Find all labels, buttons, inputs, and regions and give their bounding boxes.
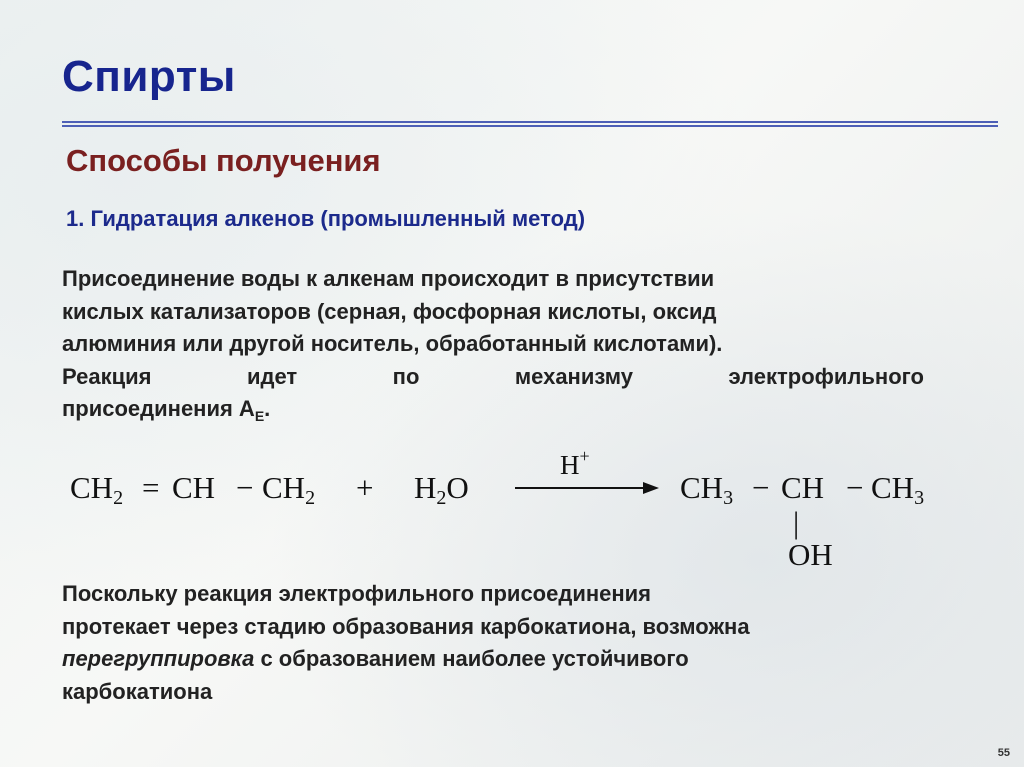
hydroxyl-group: OH [788, 537, 833, 572]
reactant-water: $H_2O$ [414, 470, 469, 509]
paragraph-word: Реакция [62, 363, 152, 389]
paragraph-line: кислых катализаторов (серная, фосфорная кислоты, оксид [62, 298, 717, 324]
method-heading: 1. Гидратация алкенов (промышленный метод) [66, 206, 586, 231]
rearrangement-paragraph [62, 578, 962, 708]
product-bond-right: − [846, 470, 864, 505]
reactant-ch: CH [172, 470, 216, 505]
title-underline-1 [62, 121, 998, 123]
rearrangement-term: перегруппировка [62, 646, 255, 671]
double-bond: = [142, 470, 160, 505]
slide-title: Спирты [62, 52, 236, 101]
product-ch3: $CH_3$ [680, 470, 734, 509]
paragraph-line: перегруппировка с образованием наиболее устойчивого [62, 646, 689, 671]
product-ch: CH [781, 470, 825, 505]
reactant-ch2-end: $CH_2$ [262, 470, 316, 509]
paragraph-word: по [392, 363, 420, 389]
paragraph-line-spread [62, 361, 924, 394]
paragraph-word: механизму [514, 363, 633, 389]
plus-sign: + [356, 470, 374, 505]
paragraph-line: Поскольку реакция электрофильного присоединения [62, 581, 652, 606]
reaction-arrow [515, 480, 660, 496]
paragraph-line: Присоединение воды к алкенам происходит в присутствии [62, 266, 715, 291]
paragraph-line: присоединения $A_E$. [62, 396, 271, 424]
single-bond: − [236, 470, 254, 505]
page-number: 55 [997, 747, 1010, 759]
paragraph-word: электрофильного [728, 363, 924, 389]
paragraph-line: протекает через стадию образования карбокатиона, возможна [62, 613, 750, 639]
title-underline-2 [62, 125, 998, 127]
reactant-ch2: $CH_2$ [70, 470, 124, 509]
product-ch3-end: $CH_3$ [871, 470, 925, 509]
slide-subtitle: Способы получения [66, 143, 381, 178]
paragraph-line: алюминия или другой носитель, обработанный кислотами). [62, 331, 723, 356]
catalyst-label: H+ [560, 446, 590, 480]
description-paragraph [62, 263, 924, 433]
vertical-bond: | [793, 505, 800, 540]
product-bond-left: − [752, 470, 770, 505]
paragraph-word: идет [246, 363, 298, 389]
paragraph-line: карбокатиона [62, 678, 213, 704]
